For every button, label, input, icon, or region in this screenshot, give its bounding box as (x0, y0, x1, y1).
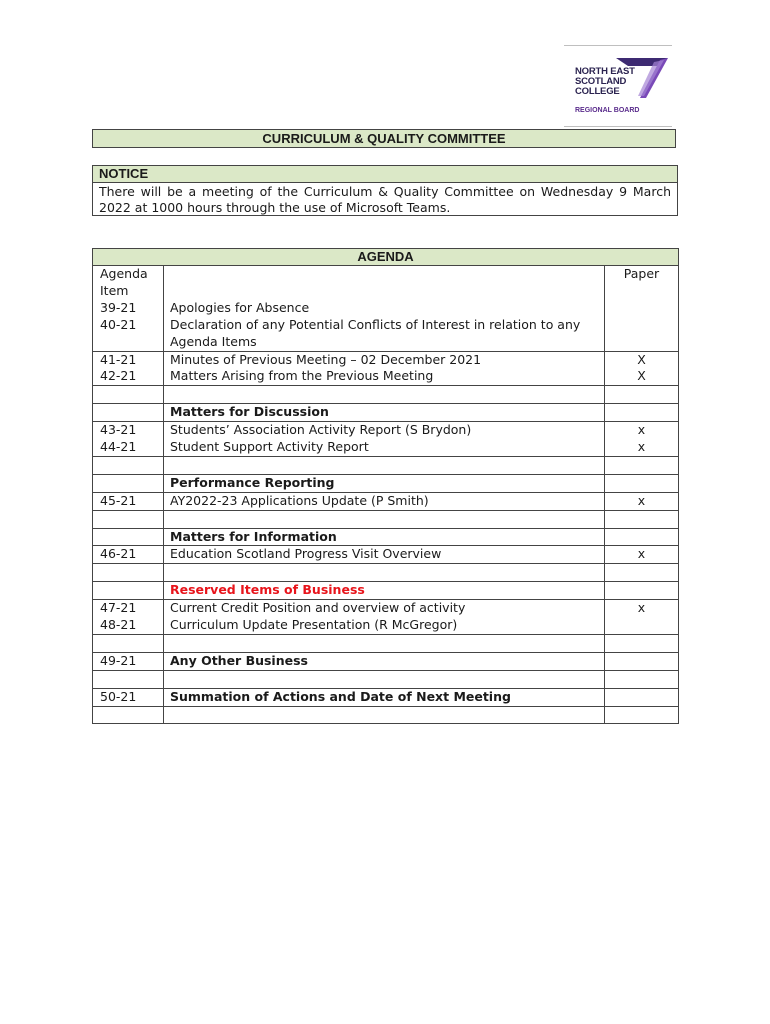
agenda-row (93, 546, 679, 564)
agenda-item-title (164, 386, 605, 404)
college-logo (564, 45, 672, 127)
agenda-item-title: Reserved Items of Business (164, 582, 605, 600)
agenda-paper-mark (605, 652, 679, 670)
agenda-item-number: 45-21 (93, 492, 164, 510)
agenda-row (93, 652, 679, 670)
agenda-item-number (93, 456, 164, 474)
agenda-item-number: 47-21 (93, 600, 164, 617)
logo-line-1: NORTH EAST (575, 66, 635, 77)
agenda-row (93, 492, 679, 510)
agenda-item-title: Student Support Activity Report (164, 439, 605, 456)
logo-regional-board: REGIONAL BOARD (575, 107, 640, 114)
notice-body: There will be a meeting of the Curriculum & Quality Committee on Wednesday 9 March 2022 at 1000 hours through the use of Microsoft Teams. (99, 184, 671, 215)
agenda-row (93, 404, 679, 422)
agenda-item-title: Matters Arising from the Previous Meeting (164, 368, 605, 385)
agenda-paper-mark (605, 634, 679, 652)
agenda-row (93, 706, 679, 724)
agenda-item-title: Current Credit Position and overview of activity (164, 600, 605, 617)
agenda-item-number (93, 706, 164, 724)
agenda-paper-mark (605, 404, 679, 422)
agenda-item-title: AY2022-23 Applications Update (P Smith) (164, 492, 605, 510)
agenda-row (93, 600, 679, 617)
agenda-item-number (93, 474, 164, 492)
agenda-item-number: 50-21 (93, 688, 164, 706)
agenda-item-title (164, 706, 605, 724)
agenda-item-number: 39-21 (93, 300, 164, 317)
notice-heading: NOTICE (93, 166, 677, 183)
agenda-paper-mark (605, 386, 679, 404)
agenda-item-number (93, 634, 164, 652)
agenda-description-header (164, 266, 605, 300)
agenda-item-title (164, 670, 605, 688)
agenda-item-number: 44-21 (93, 439, 164, 456)
agenda-paper-mark (605, 300, 679, 317)
agenda-item-title: Minutes of Previous Meeting – 02 December 2021 (164, 351, 605, 368)
agenda-paper-mark (605, 706, 679, 724)
agenda-row (93, 351, 679, 368)
agenda-item-number (93, 404, 164, 422)
agenda-paper-mark (605, 510, 679, 528)
agenda-item-number: 42-21 (93, 368, 164, 385)
agenda-item-title: Declaration of any Potential Conflicts of Interest in relation to any Agenda Items (164, 317, 605, 351)
agenda-item-title: Matters for Information (164, 528, 605, 546)
agenda-row (93, 439, 679, 456)
agenda-item-title: Matters for Discussion (164, 404, 605, 422)
agenda-item-title (164, 510, 605, 528)
agenda-item-title: Any Other Business (164, 652, 605, 670)
agenda-row (93, 368, 679, 385)
agenda-row (93, 617, 679, 634)
agenda-item-title (164, 564, 605, 582)
agenda-paper-mark (605, 670, 679, 688)
notice-box (92, 165, 678, 216)
agenda-paper-mark (605, 617, 679, 634)
agenda-row (93, 582, 679, 600)
agenda-item-title: Summation of Actions and Date of Next Meeting (164, 688, 605, 706)
committee-title: CURRICULUM & QUALITY COMMITTEE (92, 129, 676, 148)
agenda-item-number: 46-21 (93, 546, 164, 564)
agenda-table (92, 248, 679, 724)
agenda-paper-mark: x (605, 439, 679, 456)
agenda-row (93, 634, 679, 652)
agenda-paper-mark: X (605, 351, 679, 368)
agenda-item-number (93, 564, 164, 582)
agenda-item-title: Students’ Association Activity Report (S Brydon) (164, 422, 605, 439)
agenda-item-number: 41-21 (93, 351, 164, 368)
agenda-item-number (93, 670, 164, 688)
agenda-item-number (93, 582, 164, 600)
agenda-row (93, 510, 679, 528)
logo-line-2: SCOTLAND (575, 76, 627, 87)
agenda-row (93, 386, 679, 404)
agenda-item-title (164, 634, 605, 652)
agenda-row (93, 456, 679, 474)
agenda-item-number: 40-21 (93, 317, 164, 351)
agenda-item-title: Apologies for Absence (164, 300, 605, 317)
agenda-heading: AGENDA (93, 249, 679, 266)
agenda-row (93, 670, 679, 688)
agenda-paper-header: Paper (605, 266, 679, 300)
agenda-item-number (93, 528, 164, 546)
agenda-item-title (164, 456, 605, 474)
agenda-paper-mark (605, 317, 679, 351)
agenda-row (93, 300, 679, 317)
agenda-paper-mark (605, 474, 679, 492)
agenda-item-number (93, 386, 164, 404)
agenda-item-title: Curriculum Update Presentation (R McGregor) (164, 617, 605, 634)
agenda-paper-mark: x (605, 422, 679, 439)
agenda-item-number: 49-21 (93, 652, 164, 670)
agenda-item-number: 48-21 (93, 617, 164, 634)
agenda-item-number (93, 510, 164, 528)
agenda-row (93, 688, 679, 706)
agenda-paper-mark (605, 688, 679, 706)
agenda-row (93, 564, 679, 582)
agenda-item-number: 43-21 (93, 422, 164, 439)
agenda-row (93, 474, 679, 492)
agenda-paper-mark: x (605, 546, 679, 564)
agenda-paper-mark: X (605, 368, 679, 385)
logo-line-3: COLLEGE (575, 86, 620, 97)
agenda-paper-mark (605, 564, 679, 582)
agenda-paper-mark (605, 528, 679, 546)
agenda-row (93, 317, 679, 351)
agenda-row (93, 528, 679, 546)
agenda-item-title: Performance Reporting (164, 474, 605, 492)
agenda-paper-mark (605, 582, 679, 600)
agenda-item-header: Agenda Item (93, 266, 164, 300)
agenda-item-title: Education Scotland Progress Visit Overview (164, 546, 605, 564)
agenda-row (93, 422, 679, 439)
agenda-paper-mark (605, 456, 679, 474)
agenda-paper-mark: x (605, 600, 679, 617)
agenda-paper-mark: x (605, 492, 679, 510)
